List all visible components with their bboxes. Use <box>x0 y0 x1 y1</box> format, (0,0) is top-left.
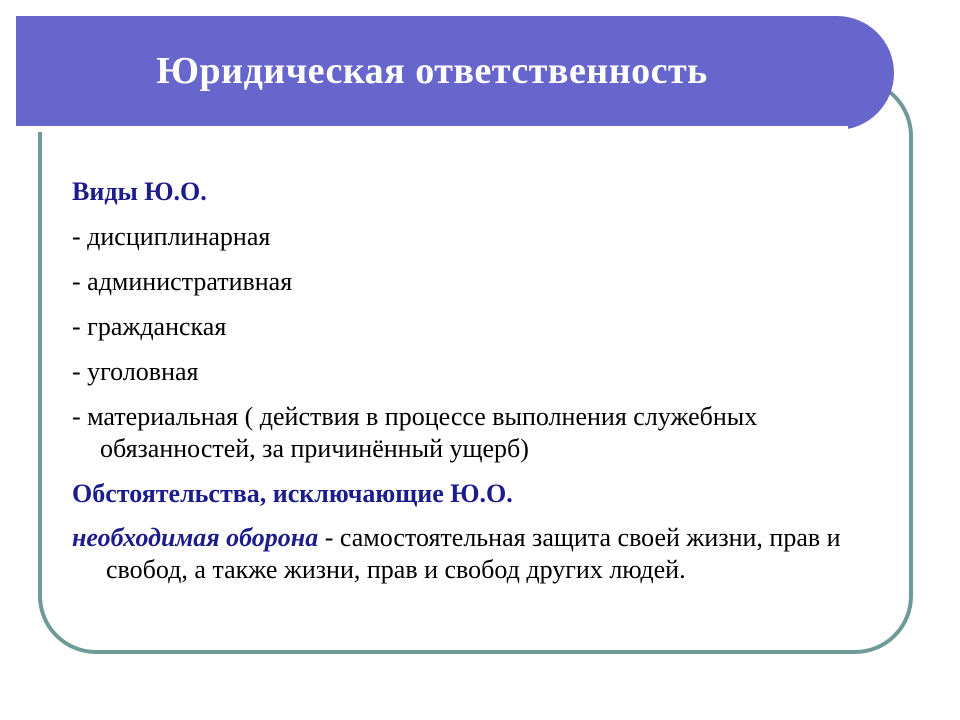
slide-content <box>72 176 872 586</box>
self-defense-definition <box>72 522 872 586</box>
list-item-civil: - гражданская <box>72 312 227 341</box>
self-defense-text: - самостоятельная защита своей жизни, прав и свобод, а также жизни, прав и свобод других людей. <box>106 523 841 584</box>
list-item-criminal: - уголовная <box>72 357 199 386</box>
list-item-material: - материальная ( действия в процессе выполнения служебных обязанностей, за причинённый ущерб) <box>72 402 758 463</box>
circumstances-heading: Обстоятельства, исключающие Ю.О. <box>72 479 513 508</box>
self-defense-term: необходимая оборона <box>72 523 319 552</box>
list-item-administrative: - административная <box>72 267 293 296</box>
list-item-disciplinary: - дисциплинарная <box>72 222 271 251</box>
types-heading: Виды Ю.О. <box>72 177 207 206</box>
title-underline <box>16 126 848 132</box>
slide-title: Юридическая ответственность <box>156 50 708 92</box>
